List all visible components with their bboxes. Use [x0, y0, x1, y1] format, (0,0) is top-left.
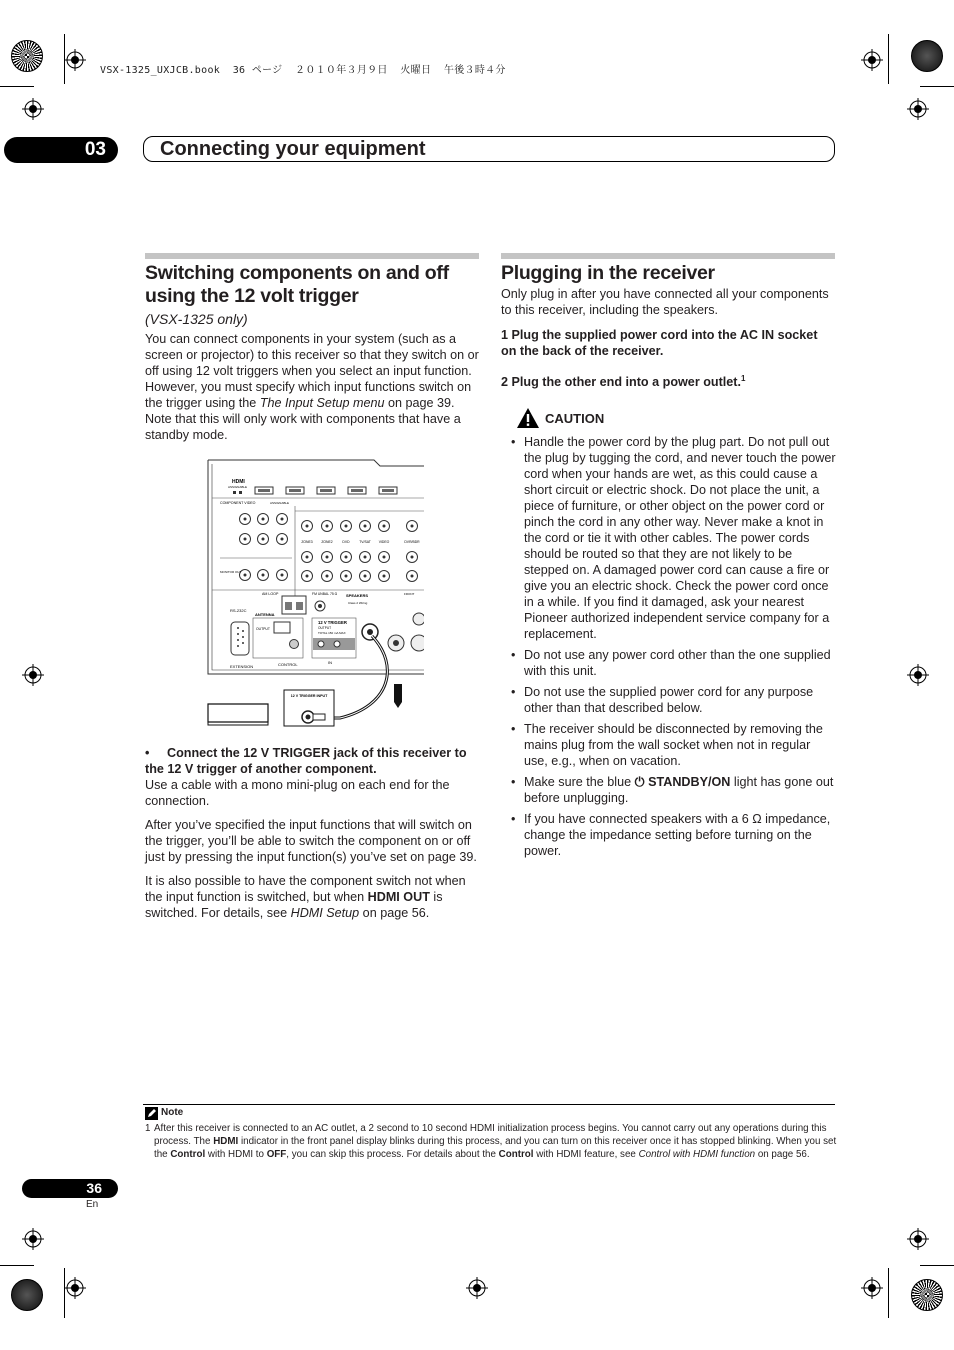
svg-text:VIDEO: VIDEO: [378, 540, 390, 544]
svg-text:OUTPUT: OUTPUT: [318, 626, 332, 630]
caution-item: • Do not use the supplied power cord for any purpose other than that described below.: [502, 684, 836, 716]
chapter-title: Connecting your equipment: [160, 138, 426, 160]
component-jacks: [240, 514, 288, 581]
trigger-usage: After you’ve specified the input functions that will switch on the trigger, you’ll be able to switch the component on or off just by pressing the input function(s) you’ve set on page 39.: [145, 818, 477, 864]
section-heading-trigger: Switching components on and off using the 12 volt trigger: [145, 262, 449, 307]
note-number: 1: [145, 1123, 151, 1134]
registration-mark-icon: [907, 1228, 929, 1250]
registration-mark-icon: [64, 1277, 86, 1299]
hdmi-out-note: It is also possible to have the component switch not when the input function is switched, but when HDMI OUT is switched. For details, see HDMI Setup on page 56.: [145, 874, 466, 920]
color-rosette-icon: [911, 40, 943, 72]
print-header: VSX-1325_UXJCB.book 36 ページ ２０１０年３月９日 火曜日 午後３時４分: [100, 65, 506, 76]
registration-mark-icon: [861, 1277, 883, 1299]
caution-item: • Handle the power cord by the plug part. Do not pull out the plug by tugging the cord, and never touch the power cord when your hands are wet, as this could cause a short circuit or electric shock. Do not place the unit, a piece of furniture, or other object on the power cord or pinch the cord in any other way. Never make a knot in the cord or tie it with other cables. The power cords should be routed so that they are not likely to be stepped on. A damaged power cord can cause a fire or give you an electric shock. Check the power cord once in a while. If you find it damaged, ask your nearest Pioneer authorized independent service company for a replacement.: [502, 434, 836, 642]
trigger-steps: • Connect the 12 V TRIGGER jack of this receiver to the 12 V trigger of another component. Use a cable with a mono mini-plug on each end for the connection. After you’ve specified the input functions that will switch on the trigger, you’ll be able to switch the component on or off just by pressing the input function(s) you’ve set on page 39. It is also possible to have the component switch not when the input function is switched, but when HDMI OUT is switched. For details, see HDMI Setup on page 56.: [145, 745, 479, 929]
caution-title: CAUTION: [545, 411, 605, 426]
plugging-intro: Only plug in after you have connected all your components to this receiver, including the speakers.: [501, 287, 829, 317]
chapter-number: 03: [4, 137, 118, 163]
svg-text:OUTPUT: OUTPUT: [256, 627, 270, 631]
hdmi-ports: [255, 487, 397, 494]
registration-mark-icon: [22, 98, 44, 120]
section-bar: [501, 253, 835, 259]
note-title: Note: [161, 1107, 184, 1118]
step-connect-trigger: Connect the 12 V TRIGGER jack of this receiver to the 12 V trigger of another component.: [145, 746, 467, 776]
svg-text:DVR/BDR: DVR/BDR: [404, 540, 420, 544]
svg-text:EXTENSION: EXTENSION: [230, 664, 254, 669]
svg-text:MONITOR OUT: MONITOR OUT: [220, 570, 242, 574]
section-bar: [145, 253, 479, 259]
external-component: [208, 690, 334, 726]
caution-item: • Do not use any power cord other than the one supplied with this unit.: [502, 647, 836, 679]
svg-text:SPEAKERS: SPEAKERS: [346, 593, 369, 598]
registration-mark-icon: [466, 1277, 488, 1299]
svg-text:IN: IN: [328, 660, 332, 665]
svg-text:TOTAL 150 mA MAX: TOTAL 150 mA MAX: [318, 631, 346, 635]
registration-mark-icon: [64, 49, 86, 71]
svg-text:CONTROL: CONTROL: [278, 662, 298, 667]
color-rosette-icon: [11, 1279, 43, 1311]
model-note: (VSX-1325 only): [145, 311, 248, 327]
registration-mark-icon: [907, 664, 929, 686]
svg-text:12 V TRIGGER INPUT: 12 V TRIGGER INPUT: [290, 694, 328, 698]
page-number: 36: [22, 1179, 118, 1198]
section-heading-plugging: Plugging in the receiver: [501, 262, 715, 284]
svg-text:12 V TRIGGER: 12 V TRIGGER: [318, 620, 347, 625]
language-code: En: [86, 1199, 99, 1210]
note-pencil-icon: [145, 1107, 158, 1120]
registration-mark-icon: [907, 98, 929, 120]
svg-text:ASSIGNABLE: ASSIGNABLE: [228, 485, 248, 489]
svg-text:FRONT: FRONT: [404, 592, 415, 596]
svg-text:AM LOOP: AM LOOP: [262, 592, 279, 596]
note-divider: [143, 1104, 835, 1105]
svg-text:ASSIGNABLE: ASSIGNABLE: [270, 501, 290, 505]
registration-mark-icon: [22, 664, 44, 686]
caution-item: • The receiver should be disconnected by removing the mains plug from the wall socket when not in regular use, e.g., when on vacation.: [502, 721, 836, 769]
svg-text:ZONE2: ZONE2: [321, 540, 333, 544]
color-rosette-icon: [11, 40, 43, 72]
svg-text:HDMI: HDMI: [232, 479, 245, 485]
svg-text:DVD: DVD: [342, 540, 350, 544]
caution-list: [502, 434, 836, 864]
svg-text:ANTENNA: ANTENNA: [255, 612, 275, 617]
caution-item: • If you have connected speakers with a 6 Ω impedance, change the impedance setting before turning on the power.: [502, 811, 836, 859]
cable-note: Use a cable with a mono mini-plug on each end for the connection.: [145, 778, 450, 808]
step-2: 2 Plug the other end into a power outlet.$^1$: [501, 374, 746, 390]
power-icon: ⏻: [634, 775, 645, 789]
svg-text:COMPONENT VIDEO: COMPONENT VIDEO: [220, 501, 256, 505]
registration-mark-icon: [861, 49, 883, 71]
step-1: 1 Plug the supplied power cord into the AC IN socket on the back of the receiver.: [501, 328, 818, 358]
registration-mark-icon: [22, 1228, 44, 1250]
svg-text:RS-232C: RS-232C: [230, 608, 247, 613]
trigger-intro: You can connect components in your system (such as a screen or projector) to this receiver so that they switch on or off using 12 volt triggers when you select an input function. However, you must specify which input functions switch on the trigger using the The Input Setup menu on page 39. Note that this will only work with components that have a standby mode.: [145, 332, 479, 442]
audio-jacks: [302, 521, 418, 582]
warning-icon: [516, 407, 540, 429]
caution-item: • Make sure the blue ⏻ STANDBY/ON light has gone out before unplugging.: [502, 774, 836, 806]
svg-text:Class 2 Wiring: Class 2 Wiring: [348, 601, 368, 605]
note-body: After this receiver is connected to an AC outlet, a 2 second to 10 second HDMI initialization process begins. You cannot carry out any operations during this process. The HDMI indicator in the front panel display blinks during this process, and you can turn on this receiver once it has stopped blinking. When you set the Control with HDMI to OFF, you can skip this process. For details about the Control with HDMI feature, see Control with HDMI function on page 56.: [154, 1123, 837, 1160]
svg-text:FM UNBAL 75 Ω: FM UNBAL 75 Ω: [312, 592, 338, 596]
svg-text:ZONE3: ZONE3: [301, 540, 313, 544]
color-rosette-icon: [911, 1279, 943, 1311]
rear-panel-diagram: [200, 456, 424, 734]
svg-text:TV/SAT: TV/SAT: [359, 540, 371, 544]
